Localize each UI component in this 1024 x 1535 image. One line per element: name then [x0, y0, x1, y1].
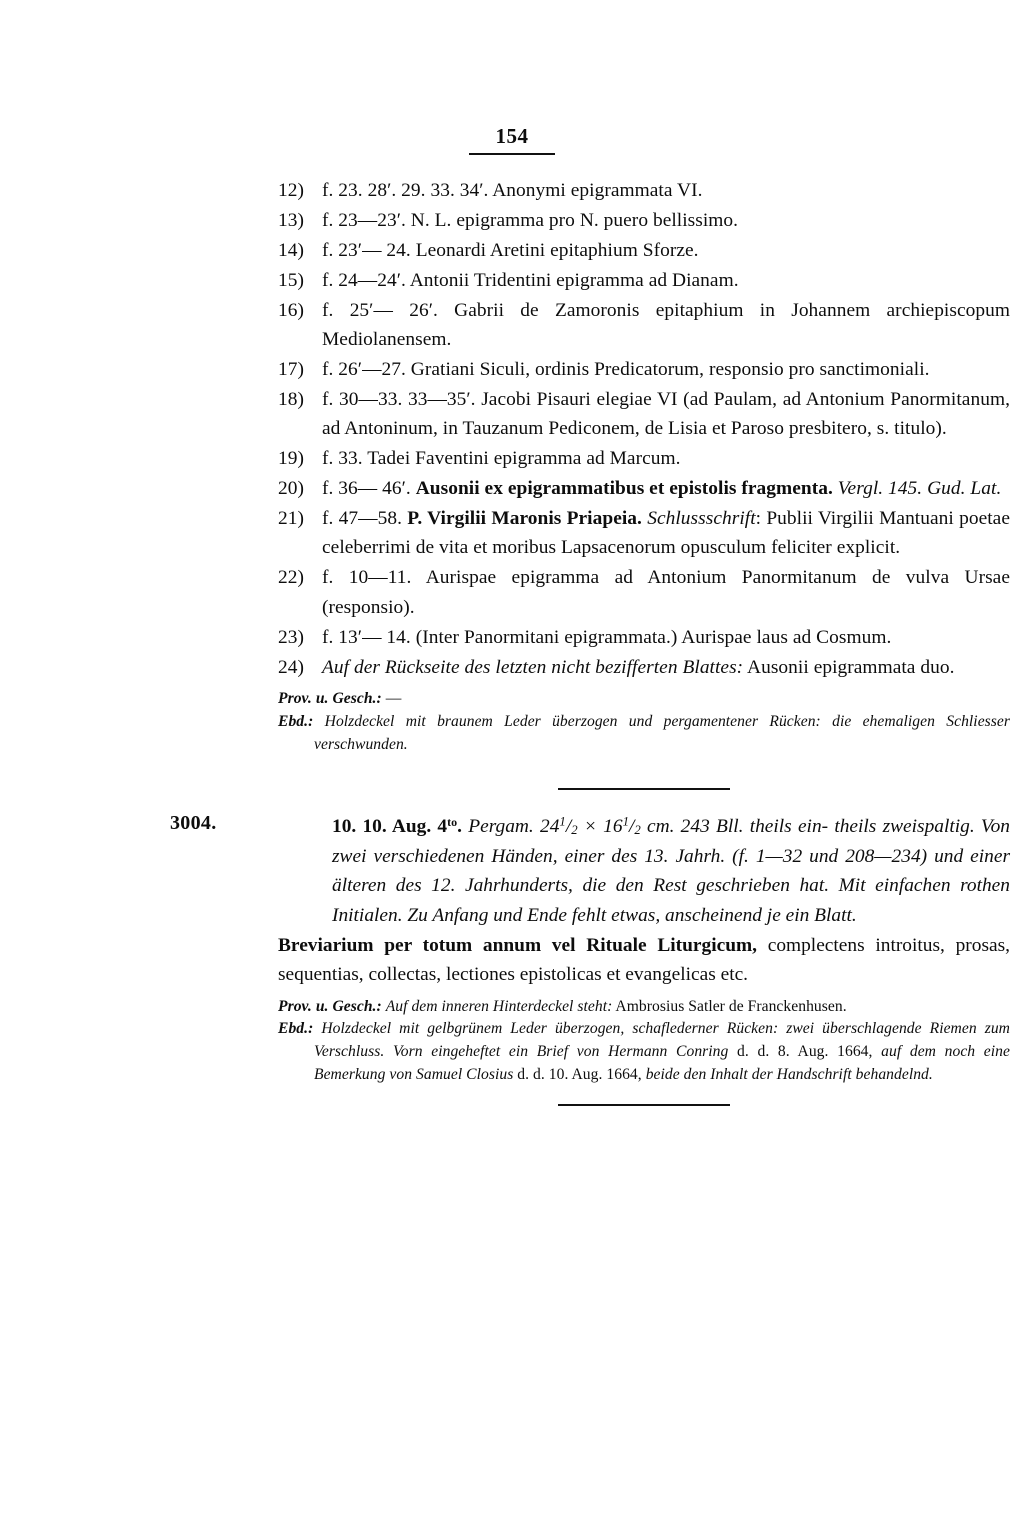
numbered-entry: [278, 266, 1010, 295]
provenance-notes-second: [278, 996, 1010, 1086]
entry-number: 20): [278, 478, 304, 500]
entry-text-run: P. Virgilii Maronis Priapeia.: [407, 507, 642, 529]
note-text-run: Prov. u. Gesch.:: [278, 690, 382, 708]
entry-number: 21): [278, 507, 304, 529]
entry-text-run: f. 25′— 26′. Gabrii de Zamoronis epitaphium in Johannem archiepiscopum Mediolanensem.: [322, 299, 1010, 351]
entry-text-run: f. 24—24′. Antonii Tridentini epigramma ad Dianam.: [322, 269, 739, 291]
note-text-run: —: [381, 690, 402, 708]
dimension-height: $24^1/_2$: [540, 814, 578, 838]
catalog-item-number: 3004.: [170, 812, 217, 835]
numbered-entry: [278, 444, 1010, 473]
note-text-run: [313, 713, 324, 730]
note-text-run: Ebd.:: [278, 1020, 314, 1038]
entry-text-run: f. 23—23′. N. L. epigramma pro N. puero bellissimo.: [322, 209, 739, 231]
item-collation-description: [278, 812, 1010, 930]
numbered-entry: [278, 206, 1010, 235]
entry-number: 23): [278, 626, 304, 648]
numbered-entry: [278, 296, 1010, 355]
numbered-entry: [278, 176, 1010, 205]
item-title-continuation: complectens introitus, prosas, sequentias, collectas, lectiones epistolicas et evangelicas etc.: [278, 934, 1010, 986]
entry-text-run: f. 10—11. Aurispae epigramma ad Antonium Panormitanum de vulva Ursae (responsio).: [322, 567, 1010, 618]
entry-text-run: f. 23′— 24. Leonardi Aretini epitaphium Sforze.: [322, 239, 699, 261]
numbered-entry: [278, 653, 1010, 682]
note-text-run: beide den Inhalt der Handschrift behandelnd.: [645, 1065, 933, 1083]
note-paragraph: [278, 711, 1010, 756]
note-text-run: Auf dem inneren Hinterdeckel steht:: [385, 997, 613, 1015]
collation-date-format: 10. 10. Aug. $4^{to}$.: [332, 814, 463, 838]
page-number: 154: [495, 124, 529, 148]
numbered-entry-list: [278, 176, 1010, 682]
entry-number: 18): [278, 388, 304, 410]
item-title: Breviarium per totum annum vel Rituale Liturgicum,: [278, 934, 757, 956]
page-header: [0, 126, 1024, 155]
entry-text-run: Ausonii epigrammata duo.: [743, 656, 955, 678]
entry-text-run: f. 30—33. 33—35′. Jacobi Pisauri elegiae VI (ad Paulam, ad Antonium Panormitanum, ad Antoninum, in Tauzanum Pediconem, de Lisia et Paroso presbitero, s. titulo).: [322, 388, 1010, 440]
entry-number: 13): [278, 209, 304, 231]
entry-text-run: Auf der Rückseite des letzten nicht bezifferten Blattes:: [322, 656, 744, 678]
note-text-run: auf dem noch eine Bemerkung von Samuel Closius: [314, 1042, 1010, 1083]
note-paragraph: [278, 1018, 1010, 1086]
spacer: [278, 1086, 1010, 1104]
numbered-entry: [278, 355, 1010, 384]
item-title-line: [278, 931, 1010, 990]
entry-text-run: Schlussschrift: [647, 507, 756, 529]
note-paragraph: [278, 996, 1010, 1019]
note-body: [278, 996, 1010, 1019]
note-body: [278, 688, 1010, 711]
entry-text-run: Ausonii ex epigrammatibus et epistolis fragmenta.: [415, 478, 833, 500]
entry-number: 19): [278, 448, 304, 470]
entry-text-run: f. 26′—27. Gratiani Siculi, ordinis Predicatorum, responsio pro sanctimoniali.: [322, 358, 930, 380]
entry-number: 12): [278, 180, 304, 201]
entry-text-run: Vergl. 145. Gud. Lat.: [837, 478, 1002, 500]
catalog-item-3004: [170, 812, 1010, 990]
page-content: [170, 176, 1010, 1106]
entry-number: 15): [278, 269, 304, 291]
entry-number: 17): [278, 358, 304, 380]
entry-number: 22): [278, 567, 304, 589]
entry-text-run: f. 13′— 14. (Inter Panormitani epigrammata.) Aurispae laus ad Cosmum.: [322, 626, 892, 648]
numbered-entry: [278, 236, 1010, 265]
note-text-run: Ambrosius Satler de Franckenhusen.: [612, 997, 847, 1015]
entry-text-run: f. 23. 28′. 29. 33. 34′. Anonymi epigrammata VI.: [322, 180, 703, 201]
entry-number: 16): [278, 299, 304, 321]
note-text-run: Holzdeckel mit braunem Leder überzogen und pergamentener Rücken: die ehemaligen Schliesser verschwunden.: [314, 713, 1010, 753]
note-body: [278, 711, 1010, 756]
page-number-rule: [469, 153, 555, 155]
entry-text-run: f. 47—58.: [322, 507, 408, 529]
numbered-entry: [278, 504, 1010, 563]
note-body: [278, 1018, 1010, 1086]
entry-text-run: f. 33. Tadei Faventini epigramma ad Marcum.: [322, 448, 681, 470]
provenance-notes-first: [278, 688, 1010, 756]
entry-text-run: f. 36— 46′.: [322, 478, 416, 500]
numbered-entry: [278, 474, 1010, 503]
entry-number: 14): [278, 239, 304, 261]
spacer: [278, 790, 1010, 812]
collation-detail: Pergam. $24^1/_2 \times 16^1/_2$ cm. 243 Bll. theils ein- theils zweispaltig. Von zwei verschiedenen Händen, einer des 13. Jahrh. (f. 1—32 und 208—234) und einer älteren des 12. Jahrhunderts, die den Rest geschrieben hat. Mit einfachen rothen Initialen. Zu Anfang und Ende fehlt etwas, anscheinend je ein Blatt.: [332, 816, 1010, 926]
numbered-entry: [278, 563, 1010, 622]
numbered-entry: [278, 385, 1010, 444]
dimension-width: $16^1/_2$: [603, 814, 641, 838]
note-text-run: Prov. u. Gesch.:: [278, 997, 382, 1015]
note-paragraph: [278, 688, 1010, 711]
entry-number: 24): [278, 656, 304, 678]
note-text-run: d. d. 8. Aug. 1664,: [728, 1042, 882, 1060]
spacer: [278, 756, 1010, 788]
note-text-run: d. d. 10. Aug. 1664,: [513, 1065, 646, 1083]
bottom-separator-rule: [558, 1104, 730, 1106]
note-text-run: Ebd.:: [278, 713, 314, 730]
note-text-run: Holzdeckel mit gelbgrünem Leder überzogen, schaflederner Rücken: zwei überschlagende Riemen zum Verschluss. Vorn eingeheftet ein Brief von Hermann Conring: [314, 1020, 1010, 1060]
numbered-entry: [278, 623, 1010, 652]
entry-text-run: : Publii Virgilii Mantuani poetae celeberrimi de vita et moribus Lapsacenorum opusculum feliciter explicit.: [322, 507, 1010, 559]
